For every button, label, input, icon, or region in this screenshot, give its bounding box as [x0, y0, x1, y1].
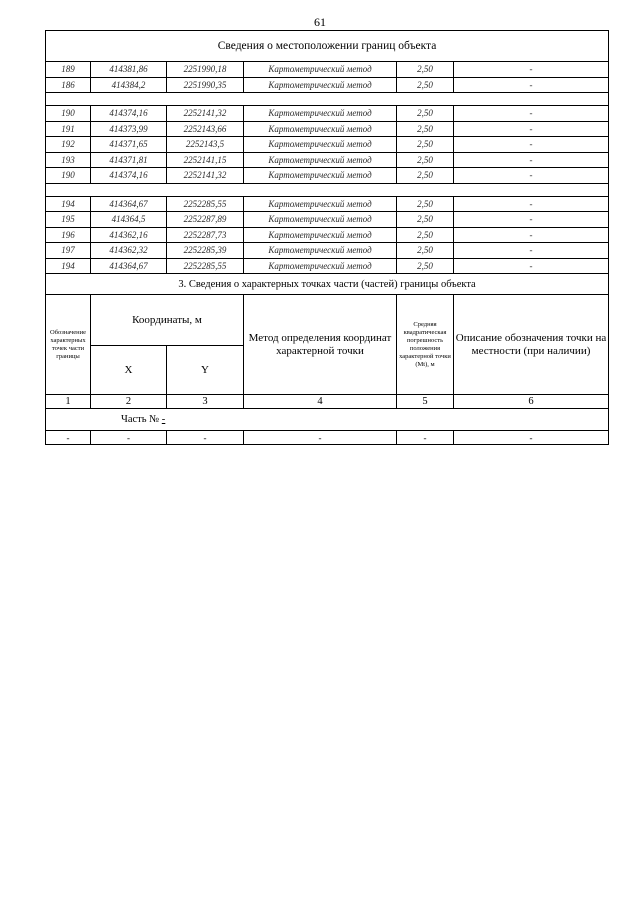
- description-cell: -: [454, 121, 609, 137]
- description-cell: -: [454, 137, 609, 153]
- y-coordinate-cell: 2252287,73: [167, 227, 244, 243]
- column-number: 2: [91, 395, 167, 409]
- accuracy-cell: 2,50: [397, 62, 454, 78]
- x-coordinate-cell: 414374,16: [91, 106, 167, 122]
- point-id-cell: 194: [46, 196, 91, 212]
- column-header-row: [46, 295, 609, 346]
- part-row: [46, 409, 609, 431]
- method-cell: Картометрический метод: [244, 212, 397, 228]
- point-id-cell: 191: [46, 121, 91, 137]
- method-cell: Картометрический метод: [244, 168, 397, 184]
- method-cell: Картометрический метод: [244, 227, 397, 243]
- accuracy-cell: 2,50: [397, 77, 454, 93]
- y-coordinate-cell: 2251990,35: [167, 77, 244, 93]
- x-coordinate-cell: 414384,2: [91, 77, 167, 93]
- column-number: 5: [397, 395, 454, 409]
- method-cell: Картометрический метод: [244, 196, 397, 212]
- y-coordinate-cell: 2252285,55: [167, 196, 244, 212]
- method-cell: Картометрический метод: [244, 62, 397, 78]
- header-description: Описание обозначения точки на местности (при наличии): [454, 295, 609, 395]
- description-cell: -: [454, 62, 609, 78]
- point-id-cell: 189: [46, 62, 91, 78]
- section2-header-row: [46, 31, 609, 62]
- section3-row: [46, 274, 609, 295]
- accuracy-cell: 2,50: [397, 121, 454, 137]
- accuracy-cell: -: [397, 431, 454, 445]
- x-coordinate-cell: 414364,5: [91, 212, 167, 228]
- section3-title: 3. Сведения о характерных точках части (частей) границы объекта: [46, 274, 609, 295]
- header-coordinates: Координаты, м: [91, 295, 244, 346]
- x-coordinate-cell: 414374,16: [91, 168, 167, 184]
- y-coordinate-cell: 2252141,32: [167, 168, 244, 184]
- x-coordinate-cell: 414381,86: [91, 62, 167, 78]
- point-id-cell: 192: [46, 137, 91, 153]
- table-row: [46, 137, 609, 153]
- x-coordinate-cell: 414362,16: [91, 227, 167, 243]
- point-id-cell: 194: [46, 258, 91, 274]
- table-row: [46, 77, 609, 93]
- part-number: -: [161, 414, 166, 425]
- x-coordinate-cell: 414362,32: [91, 243, 167, 259]
- accuracy-cell: 2,50: [397, 212, 454, 228]
- header-x: X: [91, 346, 167, 395]
- method-cell: -: [244, 431, 397, 445]
- table-row: [46, 106, 609, 122]
- description-cell: -: [454, 77, 609, 93]
- description-cell: -: [454, 243, 609, 259]
- column-number: 3: [167, 395, 244, 409]
- column-number-row: [46, 395, 609, 409]
- point-id-cell: 190: [46, 168, 91, 184]
- point-id-cell: 195: [46, 212, 91, 228]
- point-id-cell: 186: [46, 77, 91, 93]
- y-coordinate-cell: 2252143,5: [167, 137, 244, 153]
- x-coordinate-cell: 414371,65: [91, 137, 167, 153]
- header-accuracy: Средняя квадратическая погрешность положения характерной точки (Mt), м: [397, 295, 454, 395]
- table-row: [46, 62, 609, 78]
- accuracy-cell: 2,50: [397, 258, 454, 274]
- description-cell: -: [454, 168, 609, 184]
- x-coordinate-cell: 414364,67: [91, 196, 167, 212]
- table-row: [46, 168, 609, 184]
- table-row: [46, 243, 609, 259]
- y-coordinate-cell: -: [167, 431, 244, 445]
- table-row: [46, 227, 609, 243]
- table-row: [46, 121, 609, 137]
- section2-title: Сведения о местоположении границ объекта: [46, 31, 609, 62]
- header-method: Метод определения координат характерной точки: [244, 295, 397, 395]
- column-number: 4: [244, 395, 397, 409]
- y-coordinate-cell: 2252141,15: [167, 152, 244, 168]
- column-number: 6: [454, 395, 609, 409]
- accuracy-cell: 2,50: [397, 168, 454, 184]
- description-cell: -: [454, 258, 609, 274]
- header-point-designation: Обозначение характерных точек части границы: [46, 295, 91, 395]
- description-cell: -: [454, 431, 609, 445]
- method-cell: Картометрический метод: [244, 243, 397, 259]
- table-row: [46, 212, 609, 228]
- header-y: Y: [167, 346, 244, 395]
- part-label-cell: [46, 409, 609, 431]
- y-coordinate-cell: 2252287,89: [167, 212, 244, 228]
- x-coordinate-cell: -: [91, 431, 167, 445]
- x-coordinate-cell: 414371,81: [91, 152, 167, 168]
- description-cell: -: [454, 106, 609, 122]
- accuracy-cell: 2,50: [397, 106, 454, 122]
- y-coordinate-cell: 2252285,39: [167, 243, 244, 259]
- page-number: 61: [314, 15, 326, 29]
- point-id-cell: 196: [46, 227, 91, 243]
- description-cell: -: [454, 227, 609, 243]
- description-cell: -: [454, 212, 609, 228]
- y-coordinate-cell: 2252285,55: [167, 258, 244, 274]
- y-coordinate-cell: 2252141,32: [167, 106, 244, 122]
- y-coordinate-cell: 2251990,18: [167, 62, 244, 78]
- method-cell: Картометрический метод: [244, 152, 397, 168]
- separator-cell: [46, 183, 609, 196]
- y-coordinate-cell: 2252143,66: [167, 121, 244, 137]
- group-separator-row: [46, 183, 609, 196]
- x-coordinate-cell: 414364,67: [91, 258, 167, 274]
- method-cell: Картометрический метод: [244, 121, 397, 137]
- method-cell: Картометрический метод: [244, 106, 397, 122]
- point-id-cell: 190: [46, 106, 91, 122]
- accuracy-cell: 2,50: [397, 152, 454, 168]
- method-cell: Картометрический метод: [244, 137, 397, 153]
- table-row: [46, 152, 609, 168]
- part-label: Часть №: [121, 414, 162, 425]
- table-row: [46, 258, 609, 274]
- separator-cell: [46, 93, 609, 106]
- accuracy-cell: 2,50: [397, 227, 454, 243]
- accuracy-cell: 2,50: [397, 243, 454, 259]
- method-cell: Картометрический метод: [244, 258, 397, 274]
- x-coordinate-cell: 414373,99: [91, 121, 167, 137]
- table-row: [46, 196, 609, 212]
- column-number: 1: [46, 395, 91, 409]
- point-id-cell: 193: [46, 152, 91, 168]
- method-cell: Картометрический метод: [244, 77, 397, 93]
- empty-data-row: [46, 431, 609, 445]
- boundary-table: [45, 30, 609, 445]
- point-id-cell: 197: [46, 243, 91, 259]
- accuracy-cell: 2,50: [397, 137, 454, 153]
- description-cell: -: [454, 196, 609, 212]
- point-id-cell: -: [46, 431, 91, 445]
- description-cell: -: [454, 152, 609, 168]
- group-separator-row: [46, 93, 609, 106]
- accuracy-cell: 2,50: [397, 196, 454, 212]
